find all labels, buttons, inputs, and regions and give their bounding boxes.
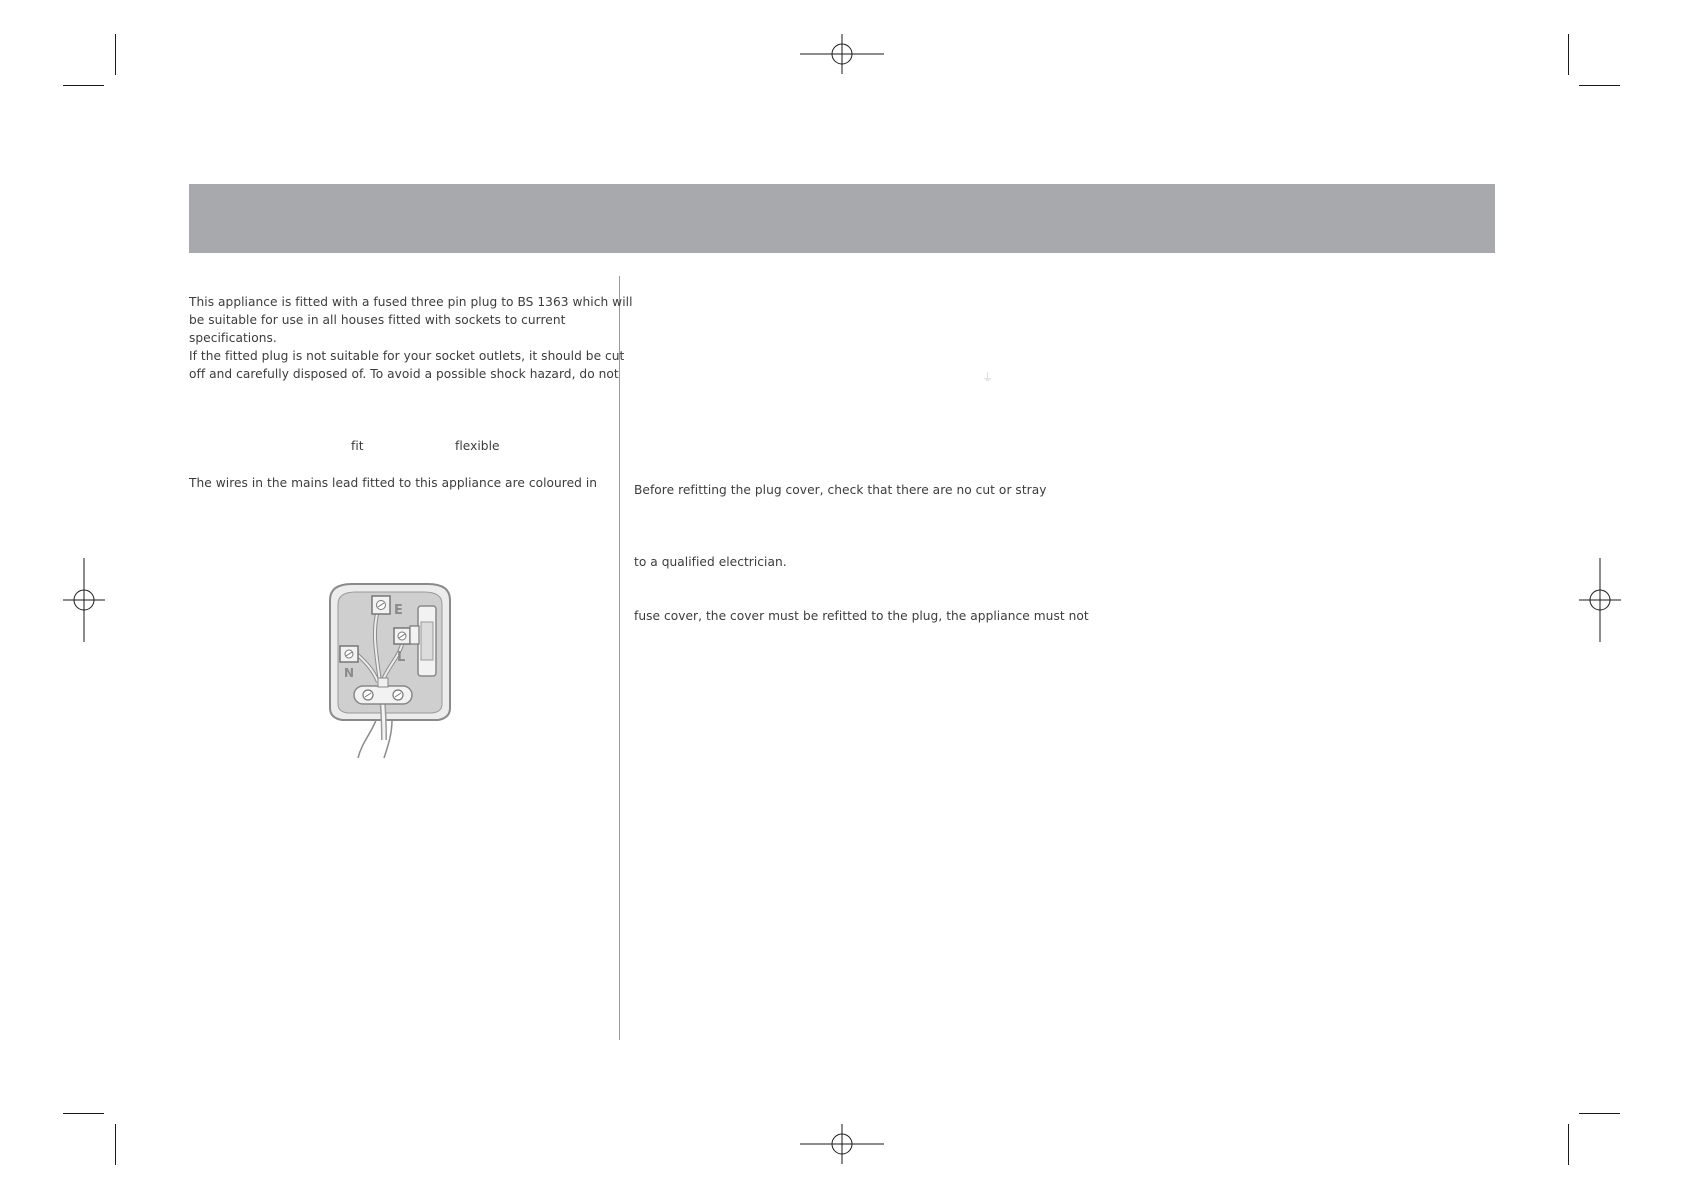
fragment-fit: fit [351,439,364,453]
crop-mark [1568,1124,1569,1165]
header-band [189,184,1495,253]
electrician-line: to a qualified electrician. [634,555,787,569]
body-line-5: off and carefully disposed of. To avoid a possible shock hazard, do not [189,367,619,381]
label-earth: E [394,603,403,618]
registration-mark-left [63,558,105,642]
registration-mark-top [800,34,884,74]
fuse-cover-line: fuse cover, the cover must be refitted to the plug, the appliance must not [634,609,1089,623]
body-line-3: specifications. [189,331,277,345]
earth-symbol-icon: ⏚ [982,371,993,384]
label-live: L [397,650,406,665]
refit-line: Before refitting the plug cover, check that there are no cut or stray [634,483,1047,497]
crop-mark [115,1124,116,1165]
crop-mark [63,1113,104,1114]
crop-mark [63,85,104,86]
body-line-1: This appliance is fitted with a fused three pin plug to BS 1363 which will [189,295,633,309]
body-line-2: be suitable for use in all houses fitted with sockets to current [189,313,566,327]
crop-mark [1579,1113,1620,1114]
wires-line: The wires in the mains lead fitted to this appliance are coloured in [189,476,598,490]
registration-mark-right [1579,558,1621,642]
crop-mark [115,34,116,75]
fragment-flexible: flexible [455,439,500,453]
label-neutral: N [344,666,355,680]
plug-wiring-diagram [322,582,458,758]
registration-mark-bottom [800,1124,884,1164]
body-line-4: If the fitted plug is not suitable for your socket outlets, it should be cut [189,349,625,363]
crop-mark [1568,34,1569,75]
column-divider [619,276,620,1040]
crop-mark [1579,85,1620,86]
